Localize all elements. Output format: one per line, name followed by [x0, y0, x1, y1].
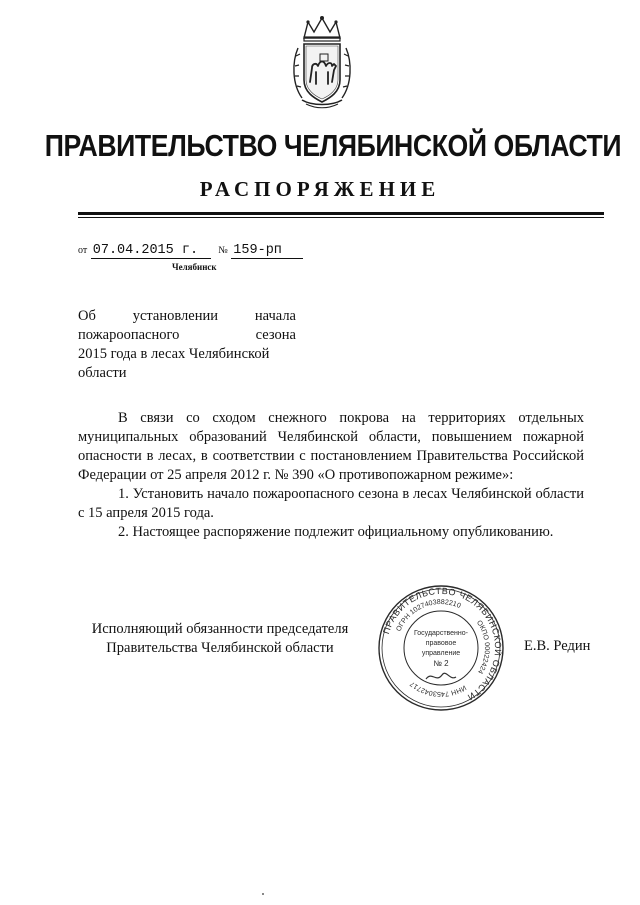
svg-text:ОКПО 00022424 [475, 619, 490, 674]
document-date: 07.04.2015 г. [91, 243, 211, 259]
seal-inner-line-3: управление [421, 650, 461, 657]
document-type-heading: РАСПОРЯЖЕНИЕ [199, 177, 441, 201]
position-line-2: Правительства Челябинской области [106, 640, 334, 656]
seal-inn-text: ИНН 7453042717 [409, 679, 468, 698]
seal-okpo-text: ОКПО 00022424 [474, 619, 491, 675]
document-number: 159-рп [231, 243, 303, 259]
scan-speck [262, 893, 264, 895]
document-body [78, 409, 584, 542]
signatory-name: Е.В. Редин [524, 638, 591, 654]
city-label: Челябинск [172, 262, 217, 272]
preamble-paragraph: В связи со сходом снежного покрова на территориях отдельных муниципальных образований Челябинской области, повышением пожарной опасности в лесах, в соответствии с постановлением Правительства Российской Федерации от 25 апреля 2012 г. № 390 «О противопожарном режиме»: [78, 410, 584, 483]
subject-line: 2015 года в лесах Челябинской [78, 346, 270, 362]
coat-of-arms-emblem [290, 14, 354, 110]
document-subject [78, 307, 296, 383]
number-label: № [218, 245, 228, 256]
official-seal-stamp [376, 583, 506, 713]
seal-outer-text: ПРАВИТЕЛЬСТВО ЧЕЛЯБИНСКОЙ ОБЛАСТИ [380, 585, 504, 703]
subject-line: пожароопасного сезона [78, 327, 296, 343]
header-rule-thick [78, 212, 604, 215]
seal-ogrn-text: ОГРН 1027403882210 [395, 598, 462, 633]
seal-inner-line-1: Государственно- [413, 630, 469, 637]
clause-2: 2. Настоящее распоряжение подлежит официальному опубликованию. [118, 524, 554, 540]
document-meta [78, 242, 303, 259]
subject-line: области [78, 365, 127, 381]
svg-text:ИНН 7453042717 [409, 680, 467, 697]
subject-line: Об установлении начала [78, 308, 296, 324]
signatory-position [80, 620, 360, 658]
seal-inner-line-4: № 2 [433, 659, 449, 668]
seal-inner-line-2: правовое [425, 640, 457, 647]
from-label: от [78, 245, 88, 256]
handwritten-signature [426, 673, 456, 679]
header-rule-thin [78, 217, 604, 218]
clause-1: 1. Установить начало пожароопасного сезона в лесах Челябинской области с 15 апреля 2015 года. [78, 486, 584, 521]
government-title: ПРАВИТЕЛЬСТВО ЧЕЛЯБИНСКОЙ ОБЛАСТИ [44, 128, 622, 163]
position-line-1: Исполняющий обязанности председателя [91, 621, 349, 637]
